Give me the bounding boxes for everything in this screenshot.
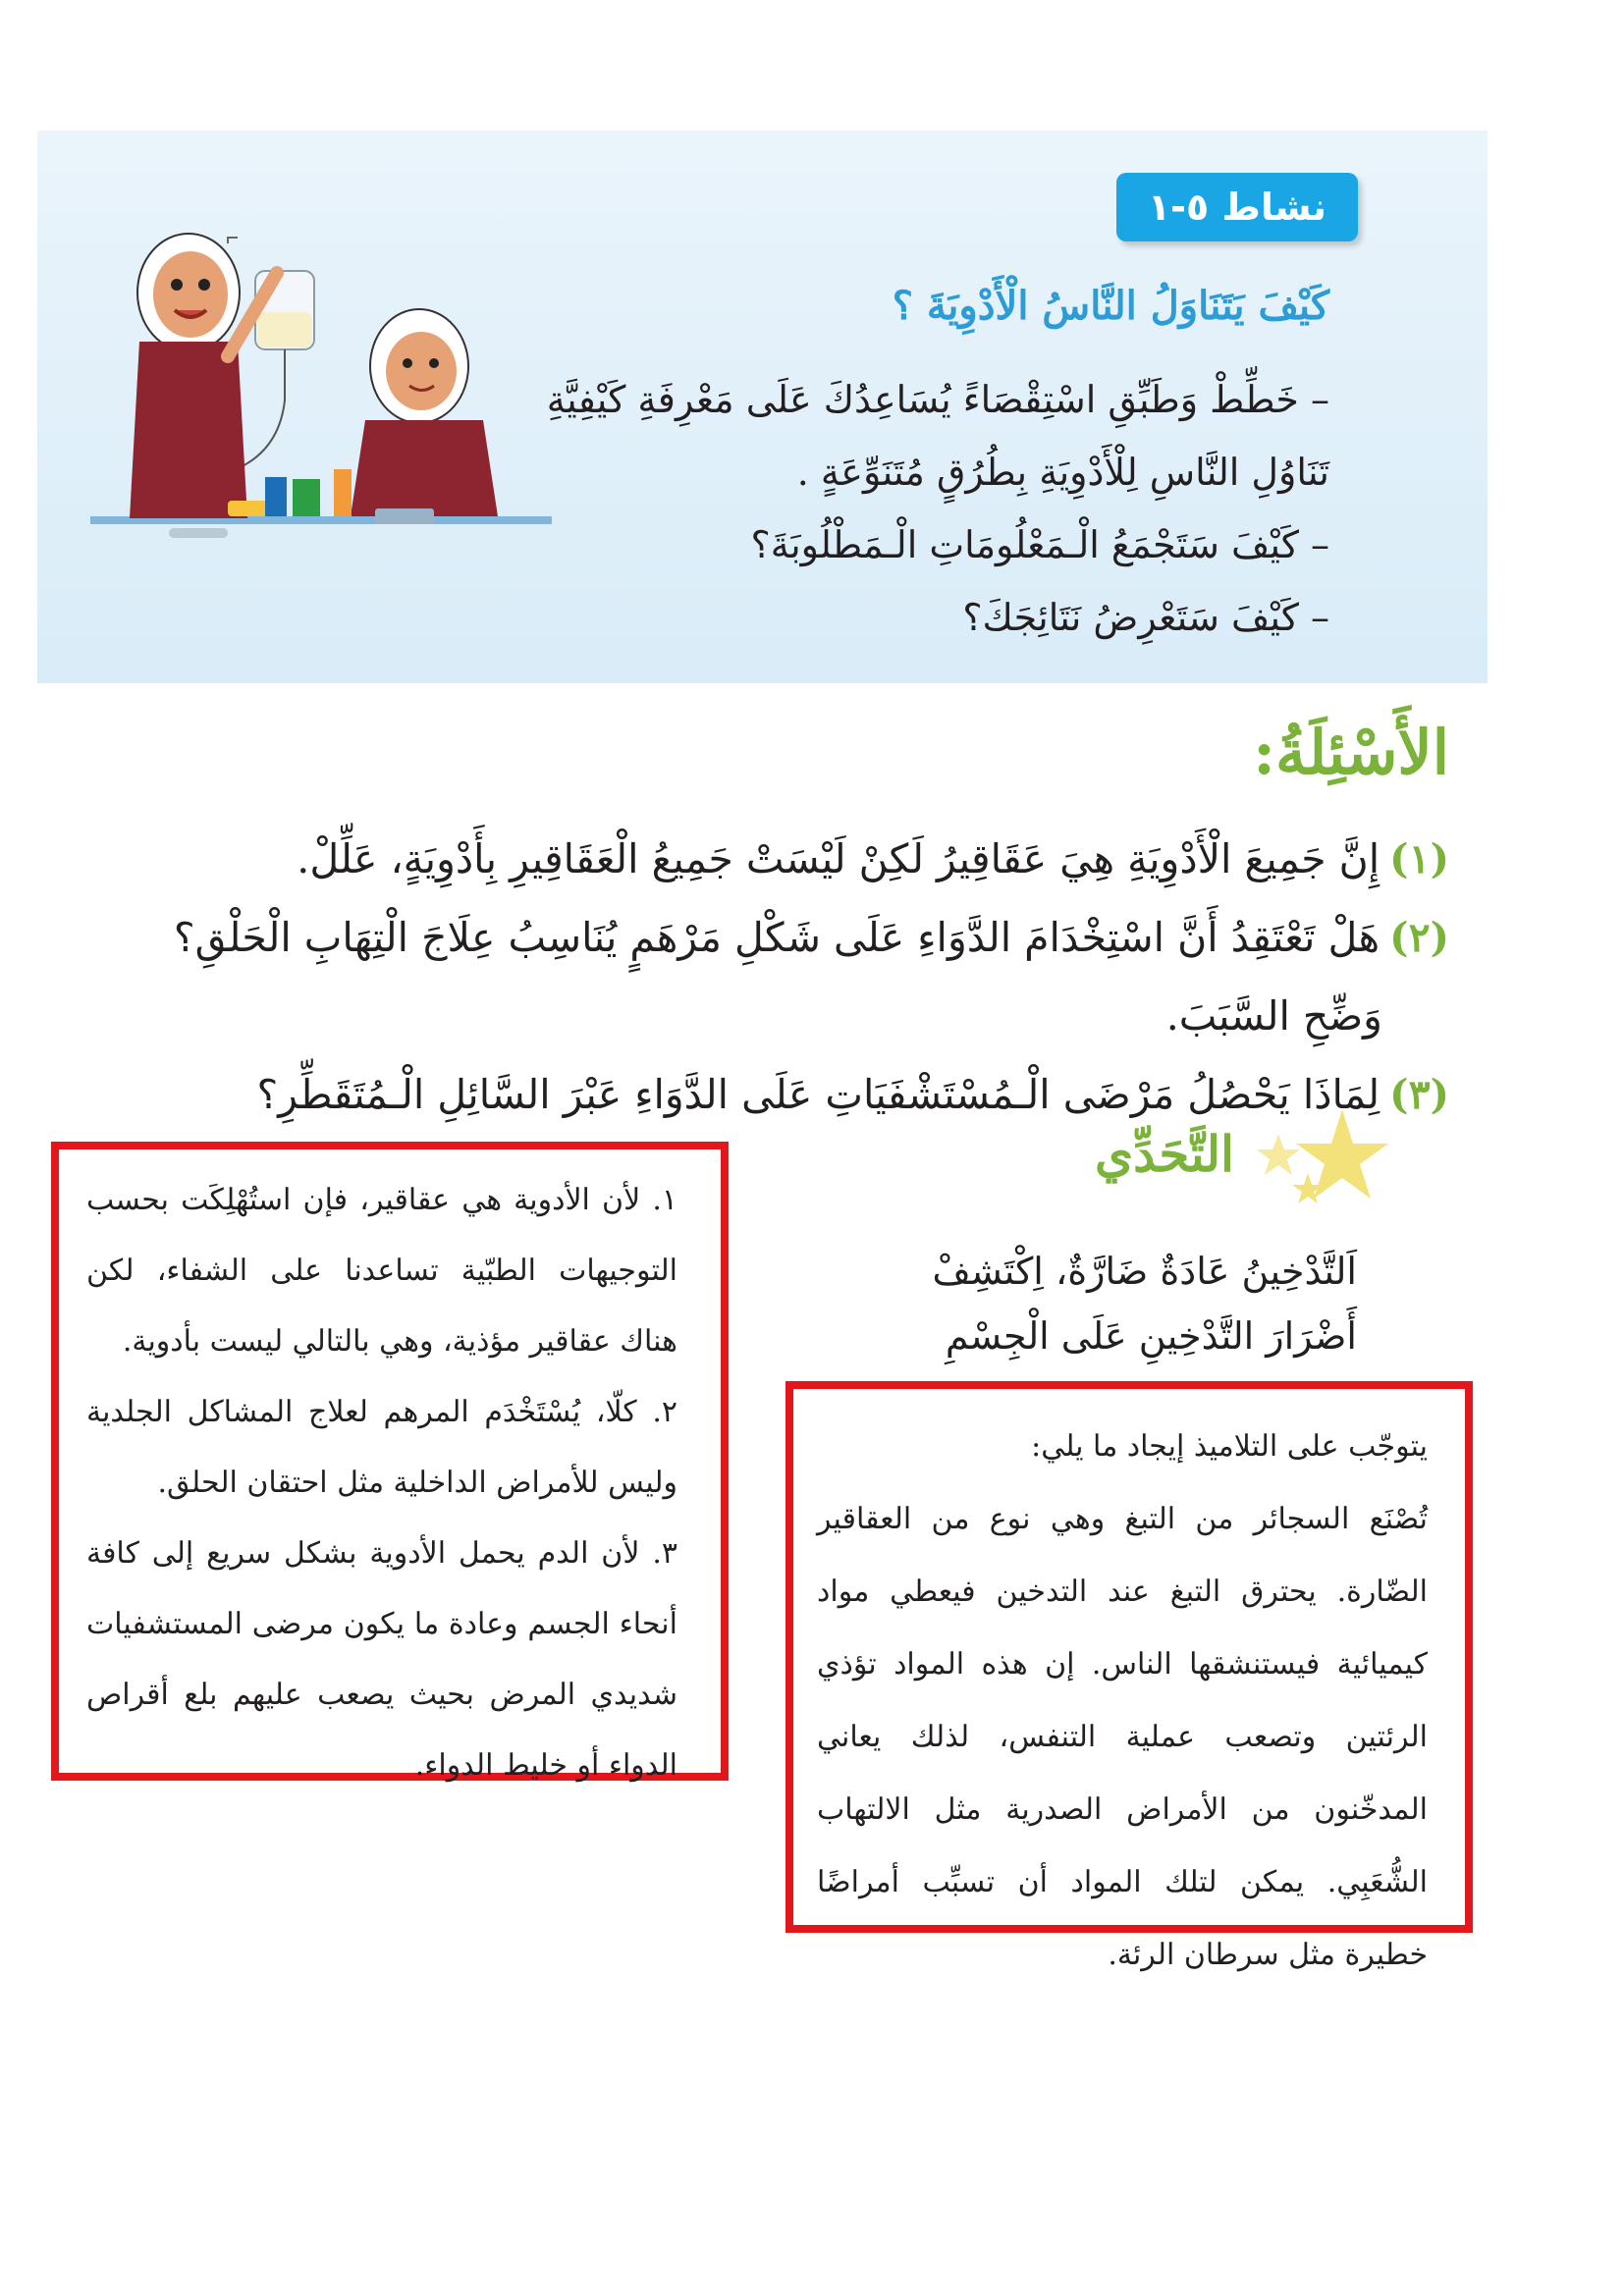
question-number: (٣) <box>1389 1071 1449 1118</box>
challenge-answer-text: تُصْنَع السجائر من التبغ وهي نوع من العقاقير الضّارة. يحترق التبغ عند التدخين فيعطي مواد كيميائية فيستنشقها الناس. إن هذه المواد تؤذي الرئتين وتصعب عملية التنفس، لذلك يعاني المدخّنون من الأمراض الصدرية مثل الالتهاب الشُّعَبِي. يمكن لتلك المواد أن تسبِّب أمراضًا خطيرة مثل سرطان الرئة. <box>817 1502 1428 1972</box>
answers-box <box>51 1142 729 1781</box>
activity-instructions <box>546 363 1329 654</box>
challenge-line: اَلتَّدْخِينُ عَادَةٌ ضَارَّةٌ، اِكْتَشِفْ <box>932 1250 1357 1293</box>
activity-badge: نشاط ٥-١ <box>1116 173 1358 241</box>
challenge-answer-box <box>785 1381 1473 1972</box>
challenge-line: أَضْرَارَ التَّدْخِينِ عَلَى الْجِسْمِ <box>945 1314 1357 1358</box>
question-text: هَلْ تَعْتَقِدُ أَنَّ اسْتِخْدَامَ الدَّوَاءِ عَلَى شَكْلِ مَرْهَمٍ يُنَاسِبُ عِلَاجَ الْتِهَابِ الْحَلْقِ؟ <box>173 914 1380 961</box>
challenge-answer-intro: يتوجّب على التلاميذ إيجاد ما يلي: <box>1031 1429 1428 1464</box>
question-item <box>153 820 1449 898</box>
challenge-heading: التَّحَدِّي <box>1095 1125 1234 1183</box>
activity-line: – كَيْفَ سَتَعْرِضُ نَتَائِجَكَ؟ <box>962 596 1329 639</box>
question-number: (٢) <box>1389 914 1449 961</box>
star-icon <box>1249 1104 1396 1222</box>
activity-line: – كَيْفَ سَتَجْمَعُ الْـمَعْلُومَاتِ الْـمَطْلُوبَةَ؟ <box>750 523 1329 566</box>
activity-question: كَيْفَ يَتَنَاوَلُ النَّاسُ الْأَدْوِيَةَ ؟ <box>892 283 1329 329</box>
answer-item: ١. لأن الأدوية هي عقاقير، فإن استُهْلِكَت بحسب التوجيهات الطبّية تساعدنا على الشفاء، لكن هناك عقاقير مؤذية، وهي بالتالي ليست بأدوية. <box>86 1183 677 1359</box>
question-item <box>153 898 1449 1055</box>
activity-line: تَنَاوُلِ النَّاسِ لِلْأَدْوِيَةِ بِطُرُقٍ مُتَنَوِّعَةٍ . <box>796 451 1329 494</box>
questions-list <box>153 820 1449 1134</box>
answer-item: ٣. لأن الدم يحمل الأدوية بشكل سريع إلى كافة أنحاء الجسم وعادة ما يكون مرضى المستشفيات شديدي المرض بحيث يصعب عليهم بلع أقراص الدواء أو خليط الدواء. <box>86 1536 677 1783</box>
girls-medicine-illustration <box>81 185 562 587</box>
question-number: (١) <box>1389 835 1449 882</box>
answer-item: ٢. كلّا، يُسْتَخْدَم المرهم لعلاج المشاكل الجلدية وليس للأمراض الداخلية مثل احتقان الحلق. <box>86 1395 677 1500</box>
question-text: لِمَاذَا يَحْصُلُ مَرْضَى الْـمُسْتَشْفَيَاتِ عَلَى الدَّوَاءِ عَبْرَ السَّائِلِ الْـمُتَقَطِّرِ؟ <box>256 1071 1380 1118</box>
challenge-prompt <box>807 1239 1357 1368</box>
question-text: إِنَّ جَمِيعَ الْأَدْوِيَةِ هِيَ عَقَاقِيرُ لَكِنْ لَيْسَتْ جَمِيعُ الْعَقَاقِيرِ بِأَدْوِيَةٍ، عَلِّلْ. <box>297 835 1380 882</box>
activity-line: – خَطِّطْ وَطَبِّقِ اسْتِقْصَاءً يُسَاعِدُكَ عَلَى مَعْرِفَةِ كَيْفِيَّةِ <box>546 378 1329 421</box>
questions-heading: الأَسْئِلَةُ: <box>1253 717 1449 788</box>
question-continuation: وَضِّحِ السَّبَبَ. <box>1165 992 1382 1040</box>
